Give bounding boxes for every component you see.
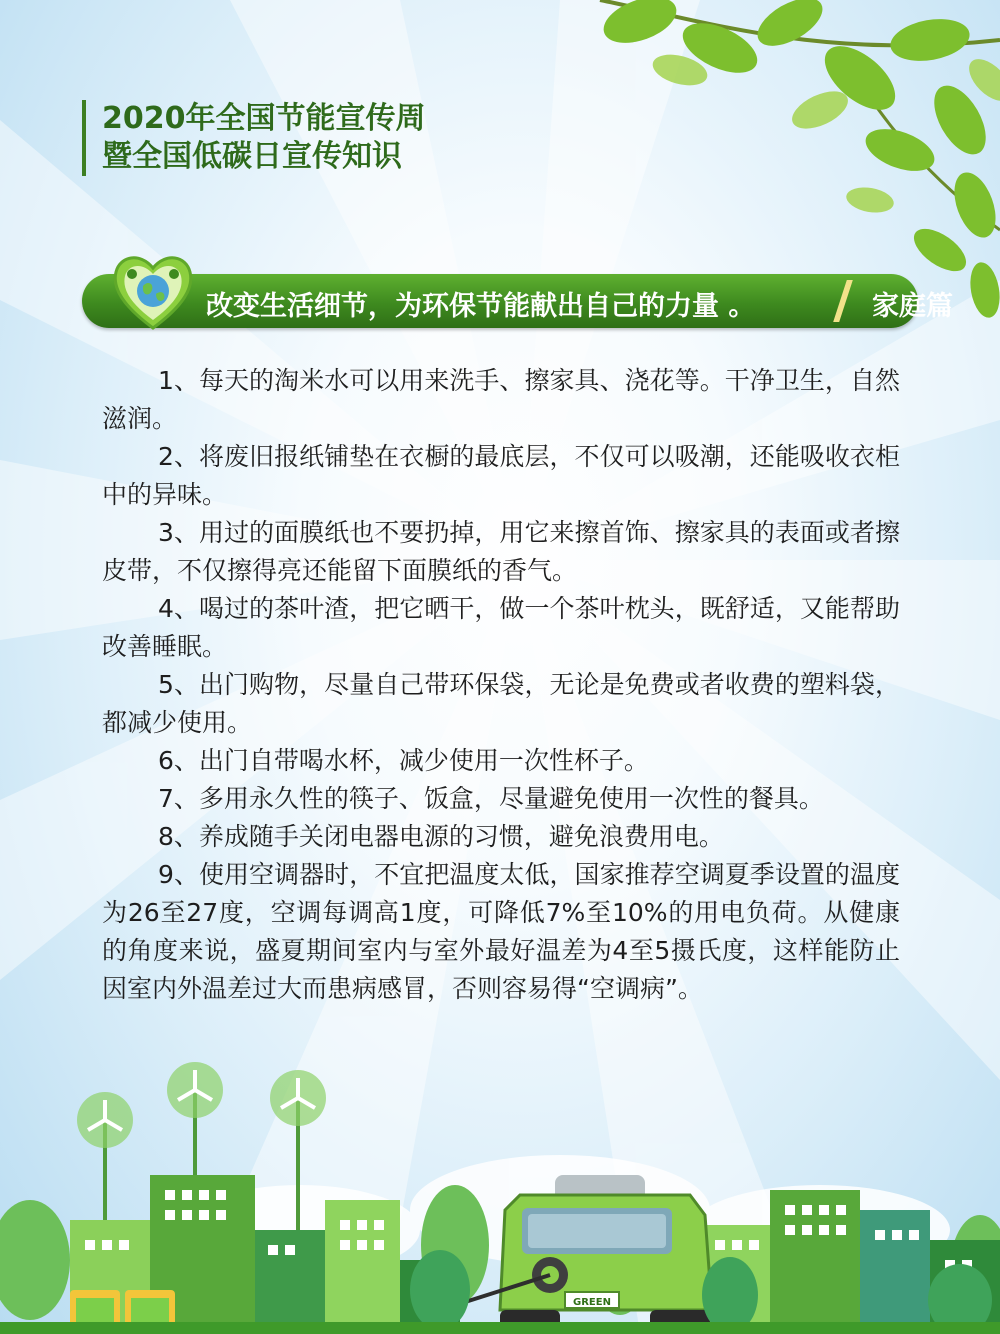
banner-title: 改变生活细节，为环保节能献出自己的力量 。 xyxy=(206,291,756,322)
tip-item-7: 7、多用永久性的筷子、饭盒，尽量避免使用一次性的餐具。 xyxy=(158,784,824,813)
page-title-line2: 暨全国低碳日宣传知识 xyxy=(102,139,402,174)
car-plate: GREEN xyxy=(573,1297,611,1308)
tip-item-8: 8、养成随手关闭电器电源的习惯，避免浪费用电。 xyxy=(158,822,724,851)
heart-earth-icon xyxy=(108,246,198,336)
green-city-illustration xyxy=(0,1060,1000,1334)
tip-item-4: 4、喝过的茶叶渣，把它晒干，做一个茶叶枕头，既舒适，又能帮助改善睡眠。 xyxy=(102,594,900,661)
ground xyxy=(0,1322,1000,1334)
tip-item-9: 9、使用空调器时，不宜把温度太低，国家推荐空调夏季设置的温度为26至27度，空调每调高1度，可降低7%至10%的用电负荷。从健康的角度来说，盛夏期间室内与室外最好温差为4至5摄氏度，这样能防止因室内外温差过大而患病感冒，否则容易得“空调病”。 xyxy=(102,860,900,1003)
tip-item-6: 6、出门自带喝水杯，减少使用一次性杯子。 xyxy=(158,746,649,775)
page-title-line1: 2020年全国节能宣传周 xyxy=(102,101,426,136)
banner-divider xyxy=(833,280,853,322)
tip-item-5: 5、出门购物，尽量自己带环保袋，无论是免费或者收费的塑料袋，都减少使用。 xyxy=(102,670,900,737)
tips-list xyxy=(102,362,900,1008)
banner-tag: 家庭篇 xyxy=(872,291,953,322)
section-banner xyxy=(82,274,953,328)
tip-item-3: 3、用过的面膜纸也不要扔掉，用它来擦首饰、擦家具的表面或者擦皮带，不仅擦得亮还能留下面膜纸的香气。 xyxy=(102,518,900,585)
tip-item-2: 2、将废旧报纸铺垫在衣橱的最底层，不仅可以吸潮，还能吸收衣柜中的异味。 xyxy=(102,442,900,509)
title-block xyxy=(82,100,426,176)
tip-item-1: 1、每天的淘米水可以用来洗手、擦家具、浇花等。干净卫生，自然滋润。 xyxy=(102,366,900,433)
